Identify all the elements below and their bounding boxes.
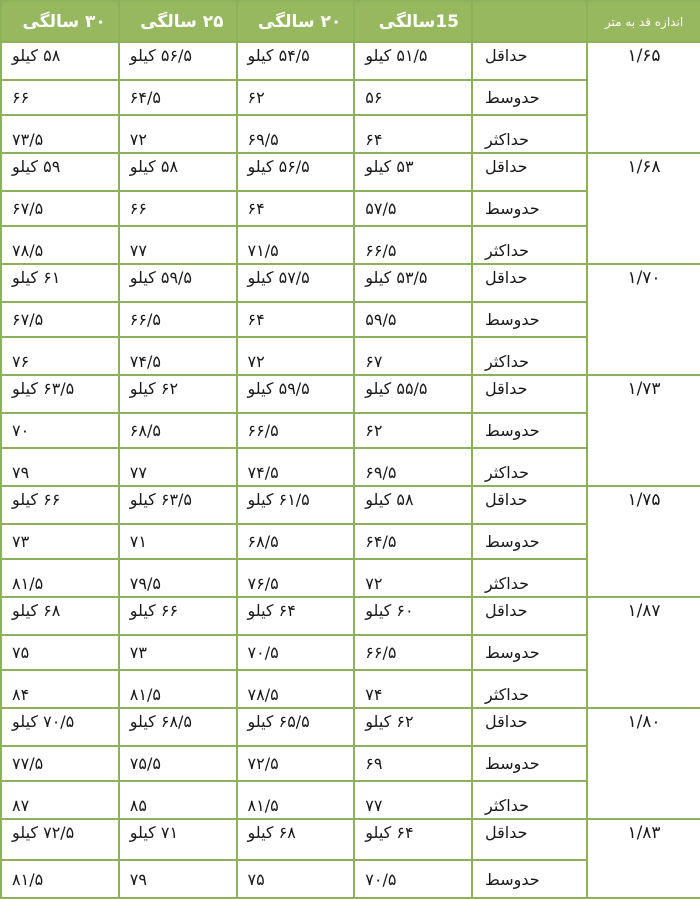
weight-type-label: حداکثر	[472, 559, 587, 597]
weight-value-cell: ۶۳/۵ کیلو	[119, 486, 237, 524]
weight-value-cell: ۷۲	[237, 337, 355, 375]
weight-value-cell: ۶۷/۵	[1, 191, 119, 226]
age-column-header-20: ۲۰ سالگی	[237, 1, 355, 42]
table-row	[1, 42, 700, 80]
weight-value-cell: ۸۱/۵	[1, 860, 119, 898]
weight-value-cell: ۶۸/۵	[237, 524, 355, 559]
weight-value-cell: ۶۹/۵	[354, 448, 472, 486]
height-column-header: اندازه قد به متر	[587, 1, 700, 42]
weight-value-cell: ۸۱/۵	[1, 559, 119, 597]
weight-value-cell: ۷۶	[1, 337, 119, 375]
weight-value-cell: ۶۷/۵	[1, 302, 119, 337]
height-cell: ۱/۶۸	[587, 153, 700, 264]
weight-type-label: حدوسط	[472, 635, 587, 670]
weight-value-cell: ۷۹	[1, 448, 119, 486]
weight-value-cell: ۶۶/۵	[119, 302, 237, 337]
weight-value-cell: ۷۶/۵	[237, 559, 355, 597]
table-row	[1, 153, 700, 191]
weight-value-cell: ۶۴	[237, 302, 355, 337]
age-column-header-25: ۲۵ سالگی	[119, 1, 237, 42]
table-row	[1, 264, 700, 302]
weight-value-cell: ۷۱ کیلو	[119, 819, 237, 860]
weight-value-cell: ۷۹	[119, 860, 237, 898]
weight-value-cell: ۷۲	[119, 115, 237, 153]
weight-value-cell: ۷۵	[237, 860, 355, 898]
weight-value-cell: ۸۴	[1, 670, 119, 708]
weight-value-cell: ۸۱/۵	[119, 670, 237, 708]
height-cell: ۱/۸۰	[587, 708, 700, 819]
weight-value-cell: ۷۲	[354, 559, 472, 597]
weight-value-cell: ۶۴	[354, 115, 472, 153]
weight-type-label: حدوسط	[472, 302, 587, 337]
weight-value-cell: ۵۳ کیلو	[354, 153, 472, 191]
weight-value-cell: ۶۳/۵ کیلو	[1, 375, 119, 413]
weight-value-cell: ۵۹/۵ کیلو	[119, 264, 237, 302]
height-cell: ۱/۷۵	[587, 486, 700, 597]
height-cell: ۱/۶۵	[587, 42, 700, 153]
weight-value-cell: ۷۲/۵	[237, 746, 355, 781]
weight-type-label: حداقل	[472, 153, 587, 191]
weight-type-label: حداکثر	[472, 781, 587, 819]
weight-value-cell: ۶۸ کیلو	[237, 819, 355, 860]
weight-value-cell: ۶۲	[237, 80, 355, 115]
weight-value-cell: ۷۳/۵	[1, 115, 119, 153]
weight-value-cell: ۶۸/۵	[119, 413, 237, 448]
weight-value-cell: ۵۸ کیلو	[119, 153, 237, 191]
weight-type-label: حدوسط	[472, 413, 587, 448]
weight-value-cell: ۶۶/۵	[354, 226, 472, 264]
table-row	[1, 597, 700, 635]
weight-value-cell: ۶۱ کیلو	[1, 264, 119, 302]
weight-value-cell: ۶۶/۵	[237, 413, 355, 448]
age-column-header-30: ۳۰ سالگی	[1, 1, 119, 42]
table-row	[1, 708, 700, 746]
weight-value-cell: ۵۸ کیلو	[1, 42, 119, 80]
weight-value-cell: ۷۵/۵	[119, 746, 237, 781]
weight-value-cell: ۶۲	[354, 413, 472, 448]
weight-value-cell: ۶۴/۵	[119, 80, 237, 115]
weight-value-cell: ۶۶	[1, 80, 119, 115]
table-row	[1, 375, 700, 413]
weight-value-cell: ۶۲ کیلو	[119, 375, 237, 413]
weight-type-label: حداکثر	[472, 337, 587, 375]
weight-value-cell: ۵۶	[354, 80, 472, 115]
weight-value-cell: ۶۵/۵ کیلو	[237, 708, 355, 746]
weight-value-cell: ۷۷/۵	[1, 746, 119, 781]
weight-type-label: حداکثر	[472, 226, 587, 264]
weight-value-cell: ۷۴/۵	[119, 337, 237, 375]
weight-value-cell: ۸۱/۵	[237, 781, 355, 819]
weight-value-cell: ۶۴	[237, 191, 355, 226]
weight-value-cell: ۶۸ کیلو	[1, 597, 119, 635]
weight-value-cell: ۷۱	[119, 524, 237, 559]
weight-value-cell: ۷۹/۵	[119, 559, 237, 597]
weight-value-cell: ۶۱/۵ کیلو	[237, 486, 355, 524]
weight-value-cell: ۶۸/۵ کیلو	[119, 708, 237, 746]
weight-type-label: حداکثر	[472, 670, 587, 708]
height-cell: ۱/۷۳	[587, 375, 700, 486]
weight-value-cell: ۶۶ کیلو	[119, 597, 237, 635]
weight-value-cell: ۷۳	[1, 524, 119, 559]
weight-value-cell: ۷۴	[354, 670, 472, 708]
weight-value-cell: ۷۵	[1, 635, 119, 670]
weight-value-cell: ۷۳	[119, 635, 237, 670]
type-column-header	[472, 1, 587, 42]
weight-value-cell: ۵۸ کیلو	[354, 486, 472, 524]
weight-value-cell: ۶۲ کیلو	[354, 708, 472, 746]
weight-value-cell: ۵۷/۵ کیلو	[237, 264, 355, 302]
table-row	[1, 486, 700, 524]
weight-value-cell: ۷۱/۵	[237, 226, 355, 264]
weight-value-cell: ۷۷	[119, 226, 237, 264]
weight-type-label: حداقل	[472, 486, 587, 524]
weight-value-cell: ۶۷	[354, 337, 472, 375]
weight-value-cell: ۶۶	[119, 191, 237, 226]
weight-value-cell: ۷۷	[354, 781, 472, 819]
weight-type-label: حداقل	[472, 708, 587, 746]
weight-value-cell: ۶۶ کیلو	[1, 486, 119, 524]
weight-type-label: حداقل	[472, 42, 587, 80]
weight-type-label: حداکثر	[472, 115, 587, 153]
height-cell: ۱/۸۳	[587, 819, 700, 898]
weight-value-cell: ۵۹/۵ کیلو	[237, 375, 355, 413]
weight-value-cell: ۵۳/۵ کیلو	[354, 264, 472, 302]
weight-value-cell: ۷۰	[1, 413, 119, 448]
weight-value-cell: ۷۲/۵ کیلو	[1, 819, 119, 860]
weight-type-label: حداکثر	[472, 448, 587, 486]
weight-value-cell: ۷۴/۵	[237, 448, 355, 486]
weight-type-label: حدوسط	[472, 746, 587, 781]
weight-type-label: حدوسط	[472, 860, 587, 898]
age-column-header-15: 15سالگی	[354, 1, 472, 42]
header-row	[1, 1, 700, 42]
height-cell: ۱/۷۰	[587, 264, 700, 375]
weight-value-cell: ۶۴/۵	[354, 524, 472, 559]
weight-value-cell: ۶۹	[354, 746, 472, 781]
weight-value-cell: ۵۷/۵	[354, 191, 472, 226]
weight-type-label: حدوسط	[472, 80, 587, 115]
weight-value-cell: ۸۵	[119, 781, 237, 819]
weight-value-cell: ۵۴/۵ کیلو	[237, 42, 355, 80]
weight-value-cell: ۵۶/۵ کیلو	[119, 42, 237, 80]
weight-type-label: حداقل	[472, 597, 587, 635]
weight-type-label: حداقل	[472, 264, 587, 302]
weight-value-cell: ۵۶/۵ کیلو	[237, 153, 355, 191]
weight-type-label: حدوسط	[472, 191, 587, 226]
weight-value-cell: ۸۷	[1, 781, 119, 819]
weight-value-cell: ۶۰ کیلو	[354, 597, 472, 635]
weight-value-cell: ۷۸/۵	[237, 670, 355, 708]
weight-value-cell: ۵۹/۵	[354, 302, 472, 337]
table-body	[1, 42, 700, 898]
weight-type-label: حداقل	[472, 375, 587, 413]
weight-value-cell: ۷۰/۵ کیلو	[1, 708, 119, 746]
weight-value-cell: ۵۹ کیلو	[1, 153, 119, 191]
weight-value-cell: ۷۰/۵	[237, 635, 355, 670]
weight-value-cell: ۷۰/۵	[354, 860, 472, 898]
weight-value-cell: ۶۶/۵	[354, 635, 472, 670]
weight-type-label: حداقل	[472, 819, 587, 860]
weight-value-cell: ۶۴ کیلو	[354, 819, 472, 860]
weight-type-label: حدوسط	[472, 524, 587, 559]
weight-value-cell: ۶۴ کیلو	[237, 597, 355, 635]
weight-value-cell: ۷۷	[119, 448, 237, 486]
weight-value-cell: ۵۵/۵ کیلو	[354, 375, 472, 413]
weight-value-cell: ۵۱/۵ کیلو	[354, 42, 472, 80]
table-row	[1, 819, 700, 860]
weight-value-cell: ۷۸/۵	[1, 226, 119, 264]
height-cell: ۱/۸۷	[587, 597, 700, 708]
weight-value-cell: ۶۹/۵	[237, 115, 355, 153]
